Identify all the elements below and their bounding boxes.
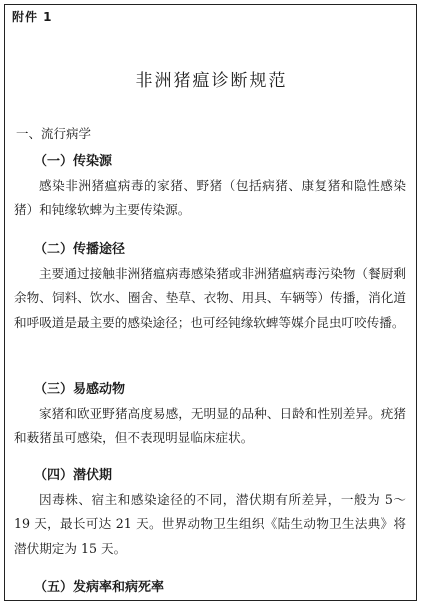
subheading-incubation-period: （四）潜伏期 (34, 468, 113, 483)
paragraph-transmission-route: 主要通过接触非洲猪瘟病毒感染猪或非洲猪瘟病毒污染物（餐厨剩余物、饲料、饮水、圈舍、垫草、衣物、用具、车辆等）传播，消化道和呼吸道是最主要的感染途径；也可经钝缘软蜱等媒介昆虫叮咬传播。 (14, 266, 406, 330)
document-title: 非洲猪瘟诊断规范 (135, 71, 288, 91)
subheading-infection-source: （一）传染源 (34, 154, 113, 169)
subheading-susceptible-animals: （三）易感动物 (34, 382, 126, 397)
section-heading-epidemiology: 一、流行病学 (16, 126, 92, 141)
subheading-morbidity-mortality: （五）发病率和病死率 (34, 580, 165, 595)
paragraph-incubation-period: 因毒株、宿主和感染途径的不同，潜伏期有所差异，一般为 5～19 天，最长可达 21 天。世界动物卫生组织《陆生动物卫生法典》将潜伏期定为 15 天。 (14, 492, 406, 556)
subheading-transmission-route: （二）传播途径 (34, 242, 126, 257)
paragraph-susceptible-animals: 家猪和欧亚野猪高度易感，无明显的品种、日龄和性别差异。疣猪和薮猪虽可感染，但不表现明显临床症状。 (14, 406, 406, 446)
attachment-label: 附件 1 (12, 10, 53, 24)
paragraph-infection-source: 感染非洲猪瘟病毒的家猪、野猪（包括病猪、康复猪和隐性感染猪）和钝缘软蜱为主要传染源。 (14, 178, 406, 218)
